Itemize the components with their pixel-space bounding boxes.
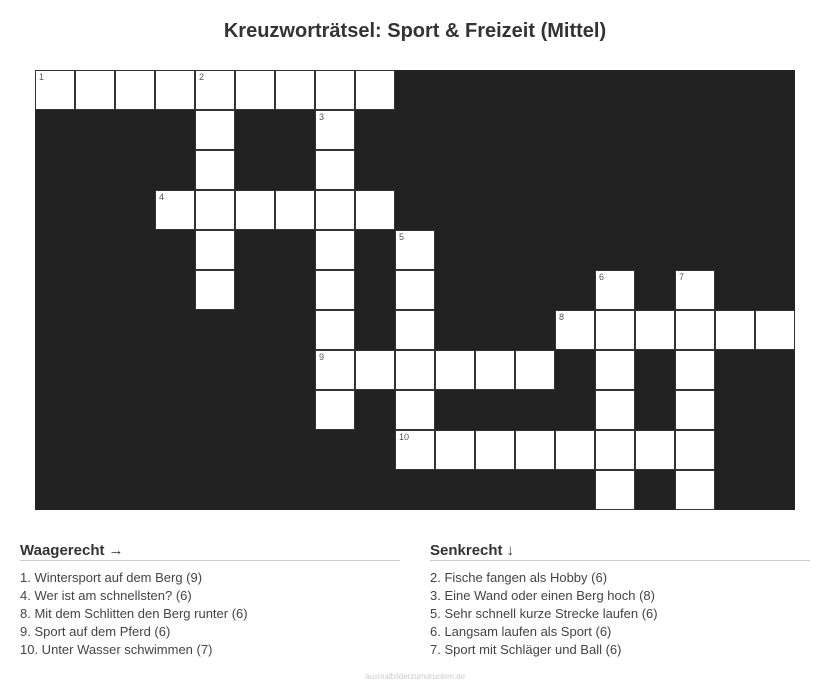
grid-cell[interactable]: [315, 390, 355, 430]
grid-cell[interactable]: [235, 70, 275, 110]
grid-cell[interactable]: [275, 70, 315, 110]
grid-cell[interactable]: [355, 190, 395, 230]
cell-number: 10: [399, 432, 410, 442]
grid-cell[interactable]: [275, 190, 315, 230]
grid-cell[interactable]: [395, 230, 435, 270]
grid-cell[interactable]: [195, 110, 235, 150]
cell-number: 2: [199, 72, 205, 82]
grid-cell[interactable]: [315, 270, 355, 310]
grid-cell[interactable]: [475, 430, 515, 470]
puzzle-title: Kreuzworträtsel: Sport & Freizeit (Mittel): [223, 20, 607, 42]
grid-cell[interactable]: [595, 350, 635, 390]
across-heading: [20, 542, 400, 561]
clue-item: 5. Sehr schnell kurze Strecke laufen (6): [430, 606, 658, 621]
grid-cell[interactable]: [595, 470, 635, 510]
grid-cell[interactable]: [355, 70, 395, 110]
down-heading: [430, 542, 810, 561]
grid-cell[interactable]: [395, 430, 435, 470]
grid-cell[interactable]: [155, 190, 195, 230]
cell-number: 3: [319, 112, 325, 122]
grid-cell[interactable]: [675, 270, 715, 310]
grid-cell[interactable]: [315, 310, 355, 350]
down-clue-list: [430, 569, 810, 659]
cell-number: 1: [39, 72, 45, 82]
clue-item: 8. Mit dem Schlitten den Berg runter (6): [20, 606, 248, 621]
grid-cell[interactable]: [315, 70, 355, 110]
grid-cell[interactable]: [595, 390, 635, 430]
grid-cell[interactable]: [35, 70, 75, 110]
cell-number: 8: [559, 312, 565, 322]
grid-cell[interactable]: [595, 430, 635, 470]
grid-cell[interactable]: [315, 350, 355, 390]
down-arrow-icon: ↓: [506, 542, 515, 559]
grid-cell[interactable]: [195, 150, 235, 190]
clue-item: 1. Wintersport auf dem Berg (9): [20, 570, 203, 585]
grid-cell[interactable]: [555, 310, 595, 350]
grid-cell[interactable]: [675, 350, 715, 390]
grid-cell[interactable]: [595, 270, 635, 310]
grid-cell[interactable]: [515, 430, 555, 470]
grid-cell[interactable]: [675, 390, 715, 430]
grid-cell[interactable]: [555, 430, 595, 470]
grid-cell[interactable]: [715, 310, 755, 350]
cell-number: 9: [319, 352, 325, 362]
grid-cell[interactable]: [635, 310, 675, 350]
grid-cell[interactable]: [755, 310, 795, 350]
footer-watermark: ausmalbilderzumdrucken.de: [364, 672, 466, 681]
across-clues: [20, 542, 400, 659]
cell-number: 6: [599, 272, 605, 282]
grid-cell[interactable]: [315, 190, 355, 230]
clue-item: 2. Fische fangen als Hobby (6): [430, 570, 608, 585]
grid-cell[interactable]: [395, 310, 435, 350]
grid-cell[interactable]: [395, 390, 435, 430]
grid-cell[interactable]: [435, 350, 475, 390]
clue-item: 6. Langsam laufen als Sport (6): [430, 624, 612, 639]
down-clues: [430, 542, 810, 659]
grid-cell[interactable]: [515, 350, 555, 390]
grid-cell[interactable]: [195, 190, 235, 230]
right-arrow-icon: →: [108, 542, 124, 559]
grid-cell[interactable]: [475, 350, 515, 390]
crossword-grid: [35, 70, 795, 510]
cell-number: 4: [159, 192, 165, 202]
clue-item: 10. Unter Wasser schwimmen (7): [20, 642, 213, 657]
grid-cell[interactable]: [595, 310, 635, 350]
clue-item: 9. Sport auf dem Pferd (6): [20, 624, 171, 639]
grid-cell[interactable]: [75, 70, 115, 110]
grid-cell[interactable]: [675, 470, 715, 510]
across-clue-list: [20, 569, 400, 659]
grid-cell[interactable]: [435, 430, 475, 470]
grid-cell[interactable]: [395, 270, 435, 310]
across-heading-label: Waagerecht: [20, 542, 105, 559]
grid-cell[interactable]: [315, 230, 355, 270]
grid-cell[interactable]: [115, 70, 155, 110]
grid-cell[interactable]: [195, 70, 235, 110]
cell-number: 7: [679, 272, 685, 282]
cell-number: 5: [399, 232, 405, 242]
grid-cell[interactable]: [195, 230, 235, 270]
down-heading-label: Senkrecht: [430, 542, 503, 559]
grid-cell[interactable]: [315, 110, 355, 150]
grid-cell[interactable]: [635, 430, 675, 470]
grid-cell[interactable]: [315, 150, 355, 190]
grid-cell[interactable]: [355, 350, 395, 390]
clue-item: 3. Eine Wand oder einen Berg hoch (8): [430, 588, 655, 603]
grid-cell[interactable]: [675, 430, 715, 470]
clue-item: 4. Wer ist am schnellsten? (6): [20, 588, 192, 603]
grid-cell[interactable]: [235, 190, 275, 230]
grid-cell[interactable]: [675, 310, 715, 350]
grid-cell[interactable]: [155, 70, 195, 110]
grid-cell[interactable]: [395, 350, 435, 390]
clue-item: 7. Sport mit Schläger und Ball (6): [430, 642, 622, 657]
grid-cell[interactable]: [195, 270, 235, 310]
